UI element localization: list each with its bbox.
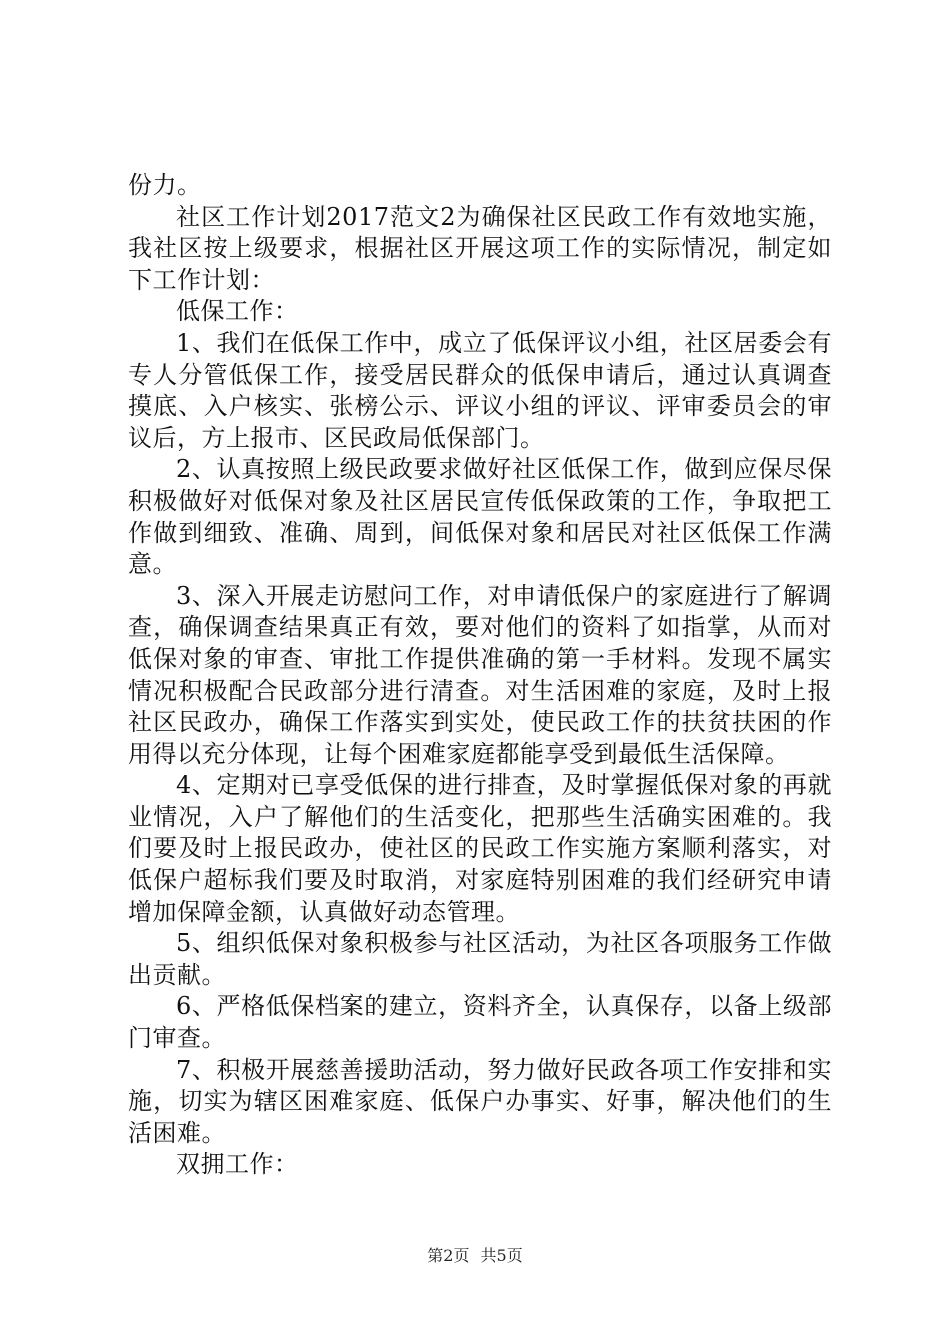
paragraph: 5、组织低保对象积极参与社区活动，为社区各项服务工作做出贡献。: [128, 929, 832, 989]
paragraph: 1、我们在低保工作中，成立了低保评议小组，社区居委会有专人分管低保工作，接受居民群众的低保申请后，通过认真调查摸底、入户核实、张榜公示、评议小组的评议、评审委员会的审议后，方上报市、区民政局低保部门。: [128, 328, 832, 452]
section-heading: 低保工作：: [176, 297, 299, 326]
document-body: [128, 170, 832, 1181]
paragraph: 7、积极开展慈善援助活动，努力做好民政各项工作安排和实施，切实为辖区困难家庭、低保户办事实、好事，解决他们的生活困难。: [128, 1055, 832, 1147]
paragraph: 社区工作计划2017范文2为确保社区民政工作有效地实施，我社区按上级要求，根据社区开展这项工作的实际情况，制定如下工作计划：: [128, 202, 832, 294]
page-number-footer: 第2页 共5页: [427, 1246, 523, 1265]
paragraph: 份力。: [128, 171, 202, 199]
paragraph: 3、深入开展走访慰问工作，对申请低保户的家庭进行了解调查，确保调查结果真正有效，要对他们的资料了如指掌，从而对低保对象的审查、审批工作提供准确的第一手材料。发现不属实情况积极配合民政部分进行清查。对生活困难的家庭，及时上报社区民政办，确保工作落实到实处，使民政工作的扶贫扶困的作用得以充分体现，让每个困难家庭都能享受到最低生活保障。: [128, 581, 832, 768]
paragraph: 2、认真按照上级民政要求做好社区低保工作，做到应保尽保积极做好对低保对象及社区居民宣传低保政策的工作，争取把工作做到细致、准确、周到，间低保对象和居民对社区低保工作满意。: [128, 455, 832, 579]
paragraph: 4、定期对已享受低保的进行排查，及时掌握低保对象的再就业情况，入户了解他们的生活变化，把那些生活确实困难的。我们要及时上报民政办，使社区的民政工作实施方案顺利落实，对低保户超标我们要及时取消，对家庭特别困难的我们经研究申请增加保障金额，认真做好动态管理。: [128, 771, 832, 926]
section-heading: 双拥工作：: [176, 1150, 299, 1179]
paragraph: 6、严格低保档案的建立，资料齐全，认真保存，以备上级部门审查。: [128, 992, 832, 1053]
